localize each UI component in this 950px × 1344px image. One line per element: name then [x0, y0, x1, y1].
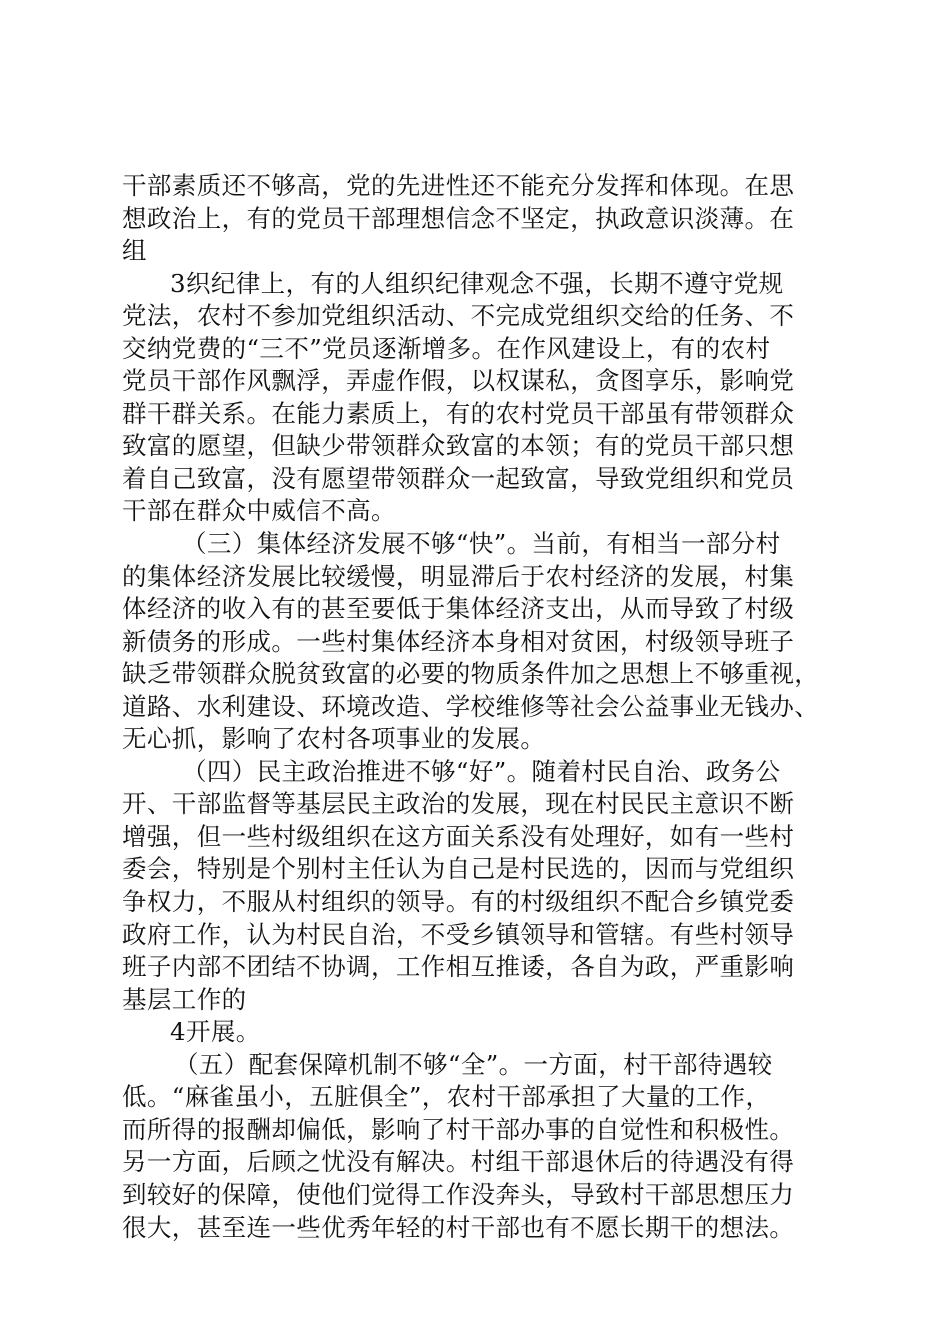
- section-5-heading-line: （五）配套保障机制不够“全”。一方面，村干部待遇较: [174, 1049, 773, 1079]
- text-line: 交纳党费的“三不”党员逐渐增多。在作风建设上，有的农村: [122, 333, 771, 363]
- text-line: 班子内部不团结不协调，工作相互推诿，各自为政，严重影响: [122, 952, 795, 982]
- text-line: 党员干部作风飘浮，弄虚作假，以权谋私，贪图享乐，影响党: [122, 366, 795, 396]
- body-text: [122, 170, 842, 1244]
- text-line: 着自己致富，没有愿望带领群众一起致富，导致党组织和党员: [122, 463, 795, 493]
- text-line: 政府工作，认为村民自治，不受乡镇领导和管辖。有些村领导: [122, 919, 795, 949]
- text-line: 道路、水利建设、环境改造、学校维修等社会公益事业无钱办、: [122, 691, 820, 721]
- text-line: 新债务的形成。一些村集体经济本身相对贫困，村级领导班子: [122, 626, 795, 656]
- text-line: 党法，农村不参加党组织活动、不完成党组织交给的任务、不: [122, 301, 795, 331]
- text-line: 想政治上，有的党员干部理想信念不坚定，执政意识淡薄。在: [122, 203, 795, 233]
- text-line: 无心抓，影响了农村各项事业的发展。: [122, 724, 546, 754]
- text-line: 增强，但一些村级组织在这方面关系没有处理好，如有一些村: [122, 821, 795, 851]
- text-line: 致富的愿望，但缺少带领群众致富的本领；有的党员干部只想: [122, 431, 795, 461]
- text-line: 群干群关系。在能力素质上，有的农村党员干部虽有带领群众: [122, 398, 795, 428]
- text-line: 开、干部监督等基层民主政治的发展，现在村民民主意识不断: [122, 789, 795, 819]
- text-line: 体经济的收入有的甚至要低于集体经济支出，从而导致了村级: [122, 594, 795, 624]
- page-break-line: 3织纪律上，有的人组织纪律观念不强，长期不遵守党规: [170, 268, 784, 298]
- text-line: 很大，甚至连一些优秀年轻的村干部也有不愿长期干的想法。: [122, 1212, 795, 1242]
- text-line: 委会，特别是个别村主任认为自己是村民选的，因而与党组织: [122, 854, 795, 884]
- section-4-heading-line: （四）民主政治推进不够“好”。随着村民自治、政务公: [182, 756, 781, 786]
- text-line: 另一方面，后顾之忧没有解决。村组干部退休后的待遇没有得: [122, 1147, 795, 1177]
- section-3-heading-line: （三）集体经济发展不够“快”。当前，有相当一部分村: [182, 529, 781, 559]
- text-line: 的集体经济发展比较缓慢，明显滞后于农村经济的发展，村集: [122, 561, 795, 591]
- text-line: 到较好的保障，使他们觉得工作没奔头，导致村干部思想压力: [122, 1179, 795, 1209]
- text-line: 基层工作的: [122, 984, 247, 1014]
- page-break-line: 4开展。: [170, 1017, 261, 1047]
- text-line: 低。“麻雀虽小，五脏俱全”，农村干部承担了大量的工作，: [122, 1082, 771, 1112]
- text-line: 干部在群众中威信不高。: [122, 496, 396, 526]
- text-line: 缺乏带领群众脱贫致富的必要的物质条件加之思想上不够重视，: [122, 659, 820, 689]
- text-line: 而所得的报酬却偏低，影响了村干部办事的自觉性和积极性。: [122, 1114, 795, 1144]
- text-line: 组: [122, 236, 147, 266]
- text-line: 干部素质还不够高，党的先进性还不能充分发挥和体现。在思: [122, 171, 795, 200]
- text-line: 争权力，不服从村组织的领导。有的村级组织不配合乡镇党委: [122, 887, 795, 917]
